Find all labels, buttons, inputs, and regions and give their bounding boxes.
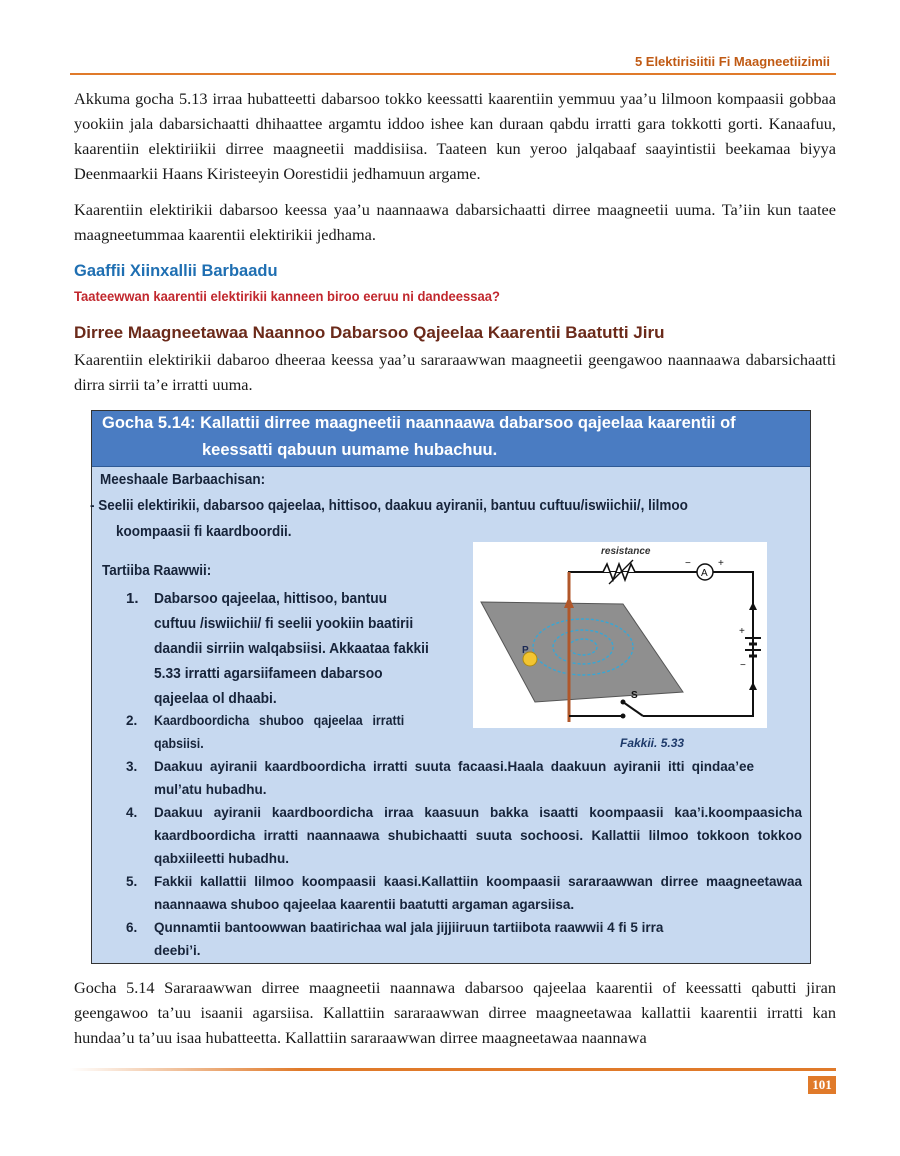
switch-label: S [631, 690, 638, 701]
figure-circuit [473, 542, 767, 728]
circuit-diagram [473, 542, 767, 728]
battery-minus: − [740, 660, 746, 671]
ammeter-label: A [701, 568, 708, 579]
step-text: Qunnamtii bantoowwan baatirichaa wal jala jijjiiruun tartiibota raawwii 4 fi 5 irra deebi’i. [154, 920, 664, 958]
materials-line1: - Seelii elektirikii, dabarsoo qajeelaa, hittisoo, daakuu ayiranii, bantuu cuftuu/iswiichii/, lilmoo [90, 497, 688, 514]
page-number: 101 [808, 1076, 836, 1094]
step-number: 3. [126, 759, 138, 774]
chapter-title: 5 Elektirisiitii Fi Maagneetiizimii [634, 54, 830, 69]
step-number: 4. [126, 805, 138, 820]
materials-line2: koompaasii fi kaardboordii. [116, 523, 292, 540]
switch-terminal [621, 714, 626, 719]
step-number: 1. [126, 590, 139, 607]
battery-plus: + [739, 626, 745, 637]
paragraph-magnetism: Kaarentiin elektirikii dabarsoo keessa yaa’u naannaawa dabarsichaatti dirree maagneetii uuma. Ta’iin kun taatee maagneetummaa kaarentii elektirikii jedhama. [74, 200, 836, 244]
activity-title [92, 411, 810, 467]
activity-box [91, 410, 811, 964]
step-text: Dabarsoo qajeelaa, hittisoo, bantuu cuftuu /iswiichii/ fi seelii yookiin baatirii daandii sirriin walqabsiisi. Akkaataa fakkii 5.33 irratti agarsiifameen dabarsoo qajeelaa ol dhaabi. [154, 590, 429, 707]
step-text: Fakkii kallattii lilmoo koompaasii kaasi.Kallattiin koompaasii sararaawwan dirree maagneetawaa naannaawa shuboo qajeelaa kaarentii baatutti argaman agarsiisa. [154, 874, 802, 912]
procedure-label: Tartiiba Raawwii: [102, 562, 212, 579]
ammeter-minus: − [685, 558, 691, 569]
procedure-step [126, 586, 456, 711]
cardboard-plane [481, 602, 683, 702]
procedure-step [126, 870, 802, 916]
step-text: Daakuu ayiranii kaardboordicha irratti suuta facaasi.Haala daakuun ayiranii itti qindaa’ee mul’atu hubadhu. [154, 759, 754, 797]
analysis-question: Taateewwan kaarentii elektirikii kanneen biroo eeruu ni dandeessaa? [74, 288, 500, 304]
resistor-icon [603, 564, 635, 580]
procedure-step [126, 709, 426, 755]
activity-title-line2: keessatti qabuun uumame hubachuu. [202, 441, 498, 459]
step-number: 5. [126, 874, 138, 889]
step-number: 2. [126, 713, 138, 728]
procedure-step-2-wrap [126, 709, 426, 755]
step-text: Daakuu ayiranii kaardboordicha irraa kaasuun bakka isaatti koompaasii kaa’i.koompaasicha kaardboordicha irratti naannaawa shubichaatti suuta sochoosi. Kallattii lilmoo tokkoon tokkoo qabxiileetti hubadhu. [154, 805, 802, 866]
procedure-step [126, 916, 802, 962]
paragraph-intro: Akkuma gocha 5.13 irraa hubatteetti dabarsoo tokko keessatti kaarentiin yemmuu yaa’u lilmoon kompaasii gobbaa yookiin jala dabarsichaatti dhihaattee argamtu iddoo ishee kan duraan qabdu irratti gara tokkotti gorti. Kanaafuu, kaarentiin elektiriikii dirree maagneetii maddisiisa. Taateen kun yeroo jalqabaaf saayintistii beekamaa biyya Deenmaarkii Haans Kiristeeyin Oorestidii jedhamuun argame. [74, 89, 836, 183]
resistance-label: resistance [601, 546, 651, 557]
header-rule [70, 73, 836, 75]
procedure-step [126, 801, 802, 870]
procedure-steps-top [126, 586, 456, 711]
materials-label: Meeshaale Barbaachisan: [100, 471, 266, 488]
procedure-steps-bottom [126, 755, 802, 962]
step-text: Kaardboordicha shuboo qajeelaa irratti qabsiisi. [154, 713, 405, 751]
switch-icon [623, 702, 643, 716]
footer-rule [70, 1068, 836, 1071]
section-heading-dirree: Dirree Maagneetawaa Naannoo Dabarsoo Qajeelaa Kaarentii Baatutti Jiru [74, 323, 665, 342]
current-arrow-icon [749, 602, 757, 610]
step-number: 6. [126, 920, 138, 935]
current-arrow-icon [749, 682, 757, 690]
paragraph-straight-wire: Kaarentiin elektirikii dabaroo dheeraa keessa yaa’u sararaawwan maagneetii geengawoo naannaawa dabarsichaatti dirra sirrii ta’e irratti uuma. [74, 350, 836, 394]
activity-title-line1: Gocha 5.14: Kallattii dirree maagneetii naannaawa dabarsoo qajeelaa kaarentii of [102, 414, 736, 432]
section-heading-gaaffii: Gaaffii Xiinxallii Barbaadu [74, 262, 278, 280]
figure-caption: Fakkii. 5.33 [620, 736, 685, 750]
paragraph-observation: Gocha 5.14 Sararaawwan dirree maagneetii naannawa dabarsoo qajeelaa kaarentii of keessatti qabutti jiran geengawoo ta’uu isaanii agarsiisa. Kallattiin sararaawwan dirree maagneetawaa kallattii kaarentii irratti kan hundaa’u ta’uu isaa hubatteetta. Kallattiin sararaawwan dirree maagneetawaa naannawa [74, 978, 836, 1047]
procedure-step [126, 755, 802, 801]
current-arrow-icon [564, 596, 574, 608]
ammeter-plus: + [718, 558, 724, 569]
point-label: P [522, 645, 529, 656]
